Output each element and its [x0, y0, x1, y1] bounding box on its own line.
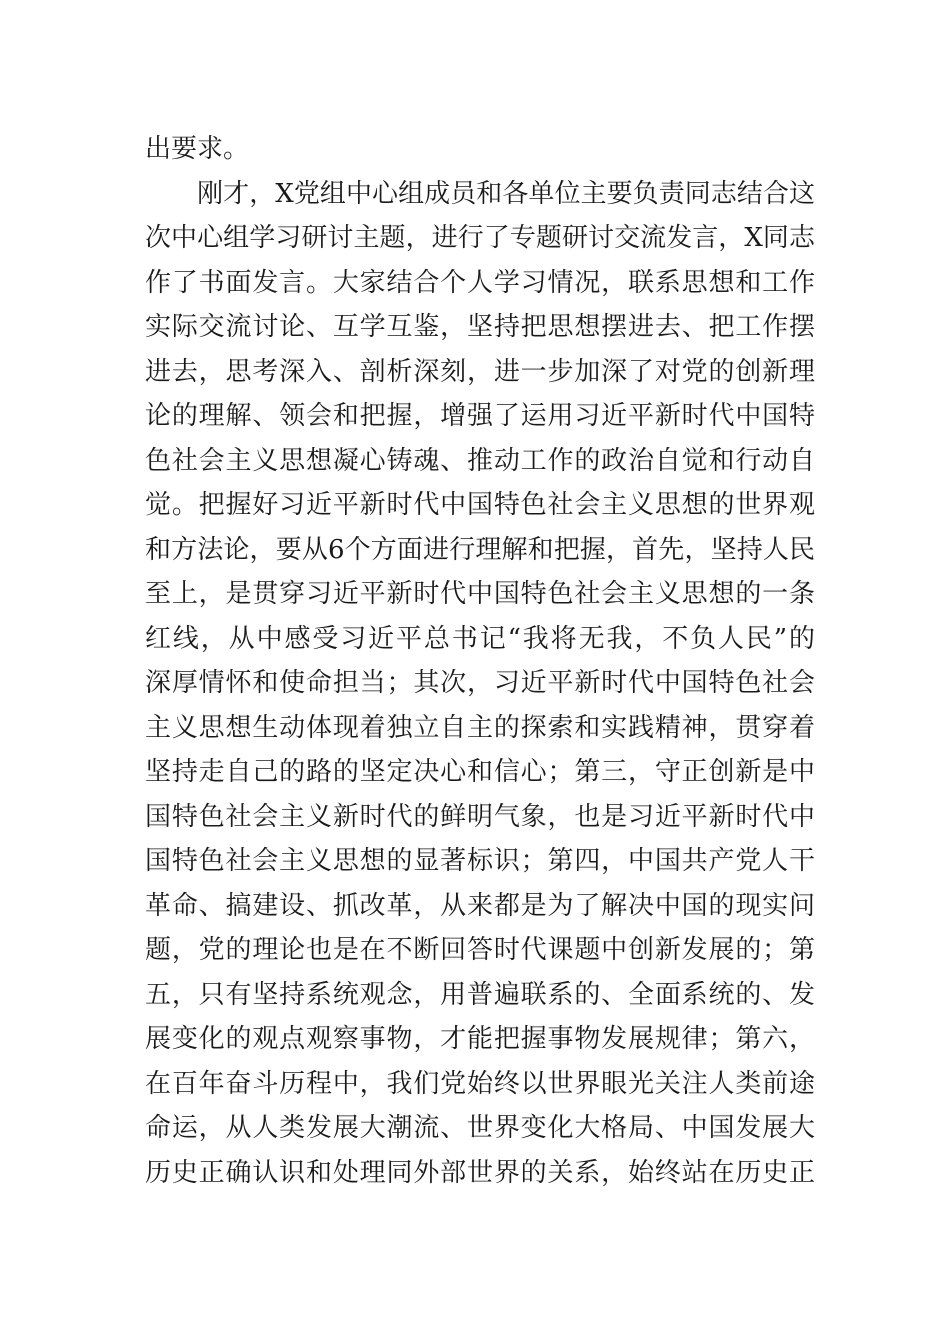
body-text [145, 127, 815, 1195]
text-line: 次中心组学习研讨主题，进行了专题研讨交流发言，X同志 [145, 223, 815, 253]
text-line: 坚持走自己的路的坚定决心和信心；第三，守正创新是中 [145, 757, 815, 787]
text-line: 作了书面发言。大家结合个人学习情况，联系思想和工作 [145, 267, 815, 298]
text-line: 革命、搞建设、抓改革，从来都是为了解决中国的现实问 [145, 890, 815, 921]
text-line: 展变化的观点观察事物，才能把握事物发展规律；第六， [145, 1024, 815, 1054]
text-line: 刚才，X党组中心组成员和各单位主要负责同志结合这 [145, 178, 815, 209]
text-line: 论的理解、领会和把握，增强了运用习近平新时代中国特 [145, 401, 815, 431]
text-line: 国特色社会主义新时代的鲜明气象，也是习近平新时代中 [145, 801, 815, 832]
text-line: 国特色社会主义思想的显著标识；第四，中国共产党人干 [145, 846, 815, 876]
text-line: 历史正确认识和处理同外部世界的关系，始终站在历史正 [145, 1157, 815, 1188]
text-line: 深厚情怀和使命担当；其次，习近平新时代中国特色社会 [145, 668, 815, 698]
text-line: 命运，从人类发展大潮流、世界变化大格局、中国发展大 [145, 1113, 815, 1143]
text-line: 在百年奋斗历程中，我们党始终以世界眼光关注人类前途 [145, 1068, 815, 1099]
text-line: 进去，思考深入、剖析深刻，进一步加深了对党的创新理 [145, 356, 815, 387]
text-line: 觉。把握好习近平新时代中国特色社会主义思想的世界观 [145, 490, 815, 520]
text-line: 题，党的理论也是在不断回答时代课题中创新发展的；第 [145, 935, 815, 965]
text-line: 主义思想生动体现着独立自主的探索和实践精神，贯穿着 [145, 712, 815, 743]
text-line: 至上，是贯穿习近平新时代中国特色社会主义思想的一条 [145, 579, 815, 609]
text-line: 红线，从中感受习近平总书记“我将无我，不负人民”的 [145, 623, 815, 654]
text-line: 出要求。 [145, 134, 250, 164]
text-line: 色社会主义思想凝心铸魂、推动工作的政治自觉和行动自 [145, 445, 815, 476]
text-line: 实际交流讨论、互学互鉴，坚持把思想摆进去、把工作摆 [145, 312, 815, 342]
text-line: 和方法论，要从6个方面进行理解和把握，首先，坚持人民 [145, 534, 815, 565]
text-line: 五，只有坚持系统观念，用普遍联系的、全面系统的、发 [145, 979, 815, 1010]
